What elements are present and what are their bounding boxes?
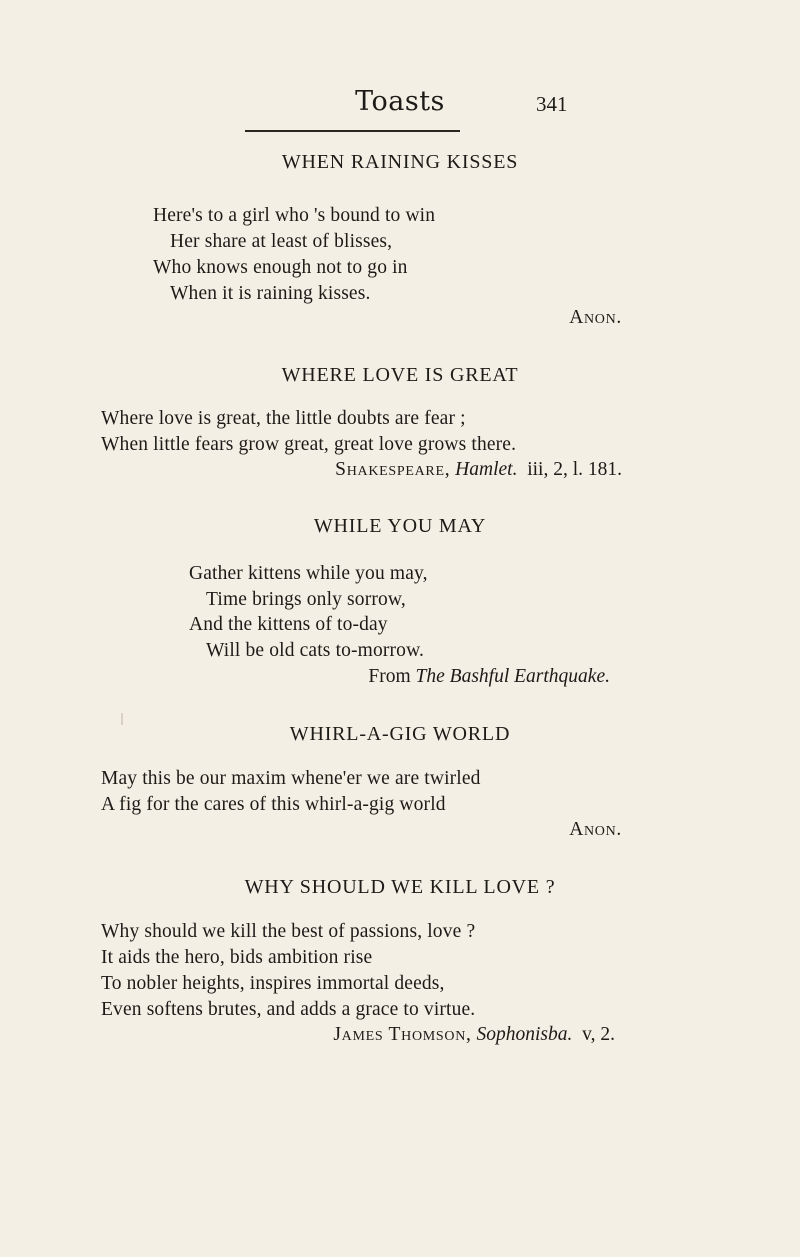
verse-line: Gather kittens while you may, (189, 563, 428, 584)
attribution (569, 819, 622, 841)
verse-line: Will be old cats to-morrow. (206, 640, 425, 661)
attribution-work: The Bashful Earthquake. (415, 666, 610, 687)
section-title-while-you-may: WHILE YOU MAY (313, 515, 487, 537)
verse-line: Her share at least of blisses, (170, 231, 393, 252)
attribution-reference: v, 2. (582, 1024, 615, 1045)
verse-line: When it is raining kisses. (170, 283, 371, 304)
attribution-reference: iii, 2, l. 181. (527, 459, 622, 480)
attribution (569, 307, 622, 329)
section-title-when-raining-kisses: WHEN RAINING KISSES (281, 151, 519, 173)
section-title-whirl-a-gig-world: WHIRL-A-GIG WORLD (289, 723, 511, 745)
attribution-prefix: From (368, 666, 411, 687)
attribution-author: Shakespeare, (335, 459, 451, 480)
verse-line: Even softens brutes, and adds a grace to virtue. (101, 999, 476, 1020)
attribution (335, 459, 622, 481)
section-title-where-love-is-great: WHERE LOVE IS GREAT (281, 364, 519, 386)
header-rule (245, 130, 460, 132)
verse-line: Where love is great, the little doubts are fear ; (101, 408, 466, 429)
verse-line: And the kittens of to-day (189, 614, 388, 635)
verse-line: To nobler heights, inspires immortal deeds, (101, 973, 445, 994)
verse-line: May this be our maxim whene'er we are twirled (101, 768, 481, 789)
verse-line: A fig for the cares of this whirl-a-gig world (101, 794, 446, 815)
attribution (333, 1024, 615, 1046)
attribution-work: Sophonisba. (476, 1024, 573, 1045)
verse-line: Here's to a girl who 's bound to win (153, 205, 436, 226)
verse-line: Who knows enough not to go in (153, 257, 408, 278)
running-title: Toasts (355, 86, 445, 117)
page-number: 341 (536, 92, 568, 116)
attribution-author: Anon. (569, 819, 622, 840)
verse-line: Why should we kill the best of passions, love ? (101, 921, 476, 942)
verse-line: It aids the hero, bids ambition rise (101, 947, 373, 968)
verse-line: Time brings only sorrow, (206, 589, 406, 610)
verse-line: When little fears grow great, great love grows there. (101, 434, 517, 455)
attribution-work: Hamlet. (455, 459, 518, 480)
section-title-why-should-we-kill-love: WHY SHOULD WE KILL LOVE ? (244, 876, 556, 898)
attribution-author: Anon. (569, 307, 622, 328)
attribution-author: James Thomson, (333, 1024, 472, 1045)
attribution (368, 666, 610, 688)
